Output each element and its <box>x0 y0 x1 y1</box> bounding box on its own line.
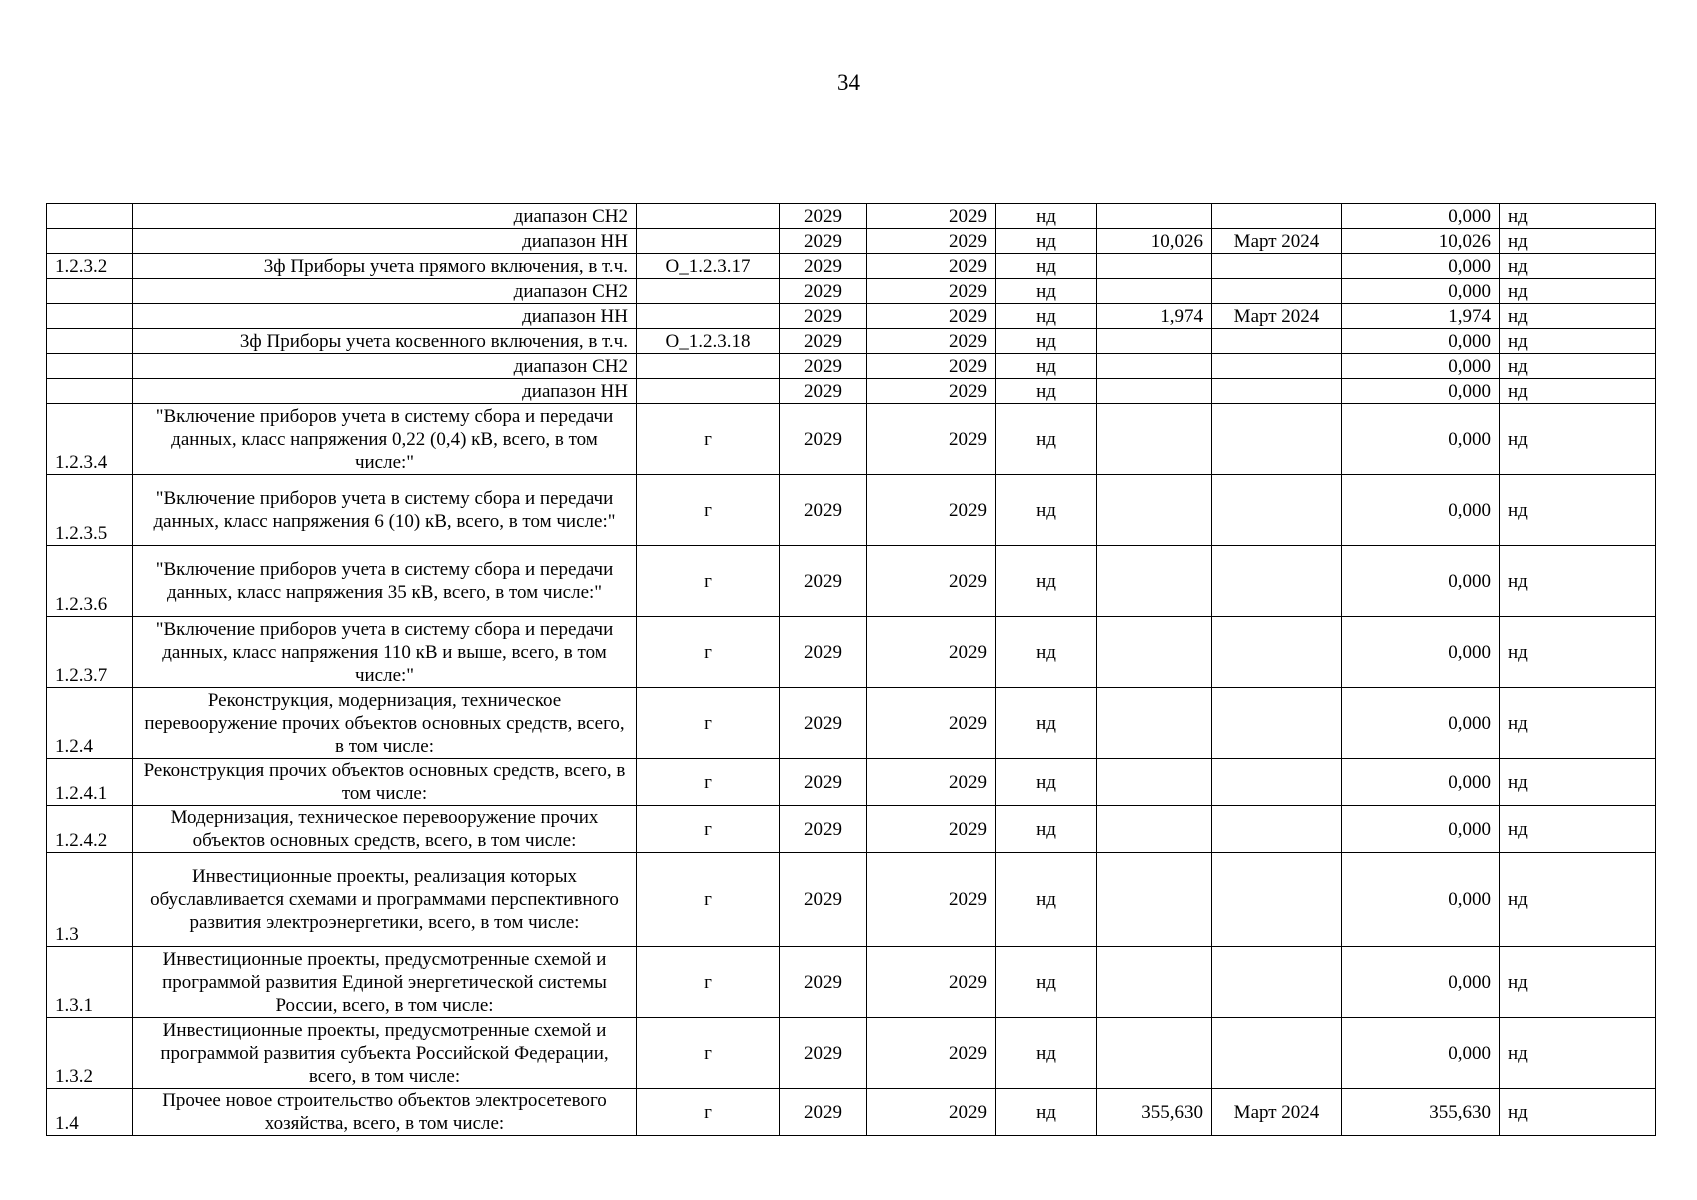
table-row <box>47 475 1656 546</box>
row-value-1 <box>1097 379 1212 404</box>
row-flag: нд <box>996 853 1097 947</box>
row-year-end: 2029 <box>867 1018 996 1089</box>
row-code <box>637 304 780 329</box>
row-year-start: 2029 <box>780 404 867 475</box>
row-year-end: 2029 <box>867 475 996 546</box>
row-year-end: 2029 <box>867 279 996 304</box>
row-flag-2: нд <box>1500 806 1656 853</box>
row-number: 1.2.3.4 <box>47 404 133 475</box>
row-year-end: 2029 <box>867 617 996 688</box>
row-value-2: 355,630 <box>1342 1089 1500 1136</box>
row-code: г <box>637 475 780 546</box>
row-value-1 <box>1097 404 1212 475</box>
row-name: Прочее новое строительство объектов электросетевого хозяйства, всего, в том числе: <box>133 1089 637 1136</box>
row-year-start: 2029 <box>780 279 867 304</box>
row-year-end: 2029 <box>867 806 996 853</box>
row-number <box>47 329 133 354</box>
row-value-2: 0,000 <box>1342 379 1500 404</box>
row-flag-2: нд <box>1500 279 1656 304</box>
row-date <box>1212 546 1342 617</box>
row-code: г <box>637 853 780 947</box>
table-row <box>47 204 1656 229</box>
row-value-2: 0,000 <box>1342 329 1500 354</box>
row-year-end: 2029 <box>867 947 996 1018</box>
row-value-2: 0,000 <box>1342 688 1500 759</box>
row-flag: нд <box>996 354 1097 379</box>
row-value-2: 0,000 <box>1342 204 1500 229</box>
row-flag: нд <box>996 329 1097 354</box>
row-year-end: 2029 <box>867 379 996 404</box>
row-code: г <box>637 1089 780 1136</box>
row-date <box>1212 204 1342 229</box>
row-date <box>1212 254 1342 279</box>
row-number: 1.2.3.7 <box>47 617 133 688</box>
row-name: Инвестиционные проекты, реализация которых обуславливается схемами и программами перспективного развития электроэнергетики, всего, в том числе: <box>133 853 637 947</box>
row-year-start: 2029 <box>780 947 867 1018</box>
row-year-start: 2029 <box>780 853 867 947</box>
row-date <box>1212 354 1342 379</box>
row-year-start: 2029 <box>780 806 867 853</box>
row-value-2: 0,000 <box>1342 404 1500 475</box>
row-code <box>637 279 780 304</box>
row-code: г <box>637 759 780 806</box>
row-name: диапазон СН2 <box>133 279 637 304</box>
row-value-2: 1,974 <box>1342 304 1500 329</box>
page-number: 34 <box>837 70 860 95</box>
row-flag-2: нд <box>1500 853 1656 947</box>
row-date: Март 2024 <box>1212 1089 1342 1136</box>
row-flag: нд <box>996 204 1097 229</box>
row-name: Реконструкция, модернизация, техническое перевооружение прочих объектов основных средств, всего, в том числе: <box>133 688 637 759</box>
row-date <box>1212 617 1342 688</box>
row-code: г <box>637 617 780 688</box>
row-flag: нд <box>996 229 1097 254</box>
row-year-start: 2029 <box>780 759 867 806</box>
table-row <box>47 404 1656 475</box>
row-value-1 <box>1097 1018 1212 1089</box>
row-name: "Включение приборов учета в систему сбора и передачи данных, класс напряжения 6 (10) кВ, всего, в том числе:" <box>133 475 637 546</box>
row-date <box>1212 947 1342 1018</box>
row-value-1 <box>1097 329 1212 354</box>
row-value-1: 355,630 <box>1097 1089 1212 1136</box>
row-name: диапазон НН <box>133 379 637 404</box>
row-flag-2: нд <box>1500 379 1656 404</box>
row-number: 1.2.4 <box>47 688 133 759</box>
row-name: Инвестиционные проекты, предусмотренные схемой и программой развития Единой энергетической системы России, всего, в том числе: <box>133 947 637 1018</box>
row-flag: нд <box>996 404 1097 475</box>
row-flag-2: нд <box>1500 759 1656 806</box>
row-year-start: 2029 <box>780 546 867 617</box>
row-value-2: 10,026 <box>1342 229 1500 254</box>
row-number: 1.2.4.2 <box>47 806 133 853</box>
row-value-2: 0,000 <box>1342 279 1500 304</box>
row-year-end: 2029 <box>867 354 996 379</box>
row-date <box>1212 688 1342 759</box>
row-value-1 <box>1097 475 1212 546</box>
row-number: 1.2.3.2 <box>47 254 133 279</box>
row-year-start: 2029 <box>780 1018 867 1089</box>
table-row <box>47 947 1656 1018</box>
row-flag-2: нд <box>1500 1089 1656 1136</box>
row-year-end: 2029 <box>867 304 996 329</box>
row-value-2: 0,000 <box>1342 617 1500 688</box>
row-number: 1.2.3.6 <box>47 546 133 617</box>
row-value-2: 0,000 <box>1342 806 1500 853</box>
row-date <box>1212 379 1342 404</box>
row-date <box>1212 853 1342 947</box>
row-year-start: 2029 <box>780 688 867 759</box>
row-flag: нд <box>996 546 1097 617</box>
row-year-start: 2029 <box>780 254 867 279</box>
row-flag-2: нд <box>1500 404 1656 475</box>
row-name: Инвестиционные проекты, предусмотренные схемой и программой развития субъекта Российской Федерации, всего, в том числе: <box>133 1018 637 1089</box>
row-flag: нд <box>996 1018 1097 1089</box>
table-row <box>47 254 1656 279</box>
row-value-1 <box>1097 204 1212 229</box>
row-number <box>47 379 133 404</box>
row-value-2: 0,000 <box>1342 1018 1500 1089</box>
row-flag: нд <box>996 688 1097 759</box>
row-date <box>1212 475 1342 546</box>
row-value-1: 1,974 <box>1097 304 1212 329</box>
row-name: Реконструкция прочих объектов основных средств, всего, в том числе: <box>133 759 637 806</box>
table-row <box>47 688 1656 759</box>
row-year-end: 2029 <box>867 1089 996 1136</box>
row-flag-2: нд <box>1500 204 1656 229</box>
row-flag-2: нд <box>1500 1018 1656 1089</box>
table-row <box>47 617 1656 688</box>
row-code <box>637 229 780 254</box>
row-name: "Включение приборов учета в систему сбора и передачи данных, класс напряжения 0,22 (0,4) кВ, всего, в том числе:" <box>133 404 637 475</box>
row-number: 1.3.2 <box>47 1018 133 1089</box>
row-year-end: 2029 <box>867 546 996 617</box>
row-number <box>47 204 133 229</box>
row-year-end: 2029 <box>867 688 996 759</box>
row-date <box>1212 279 1342 304</box>
row-name: диапазон НН <box>133 304 637 329</box>
row-name: диапазон СН2 <box>133 354 637 379</box>
row-value-1 <box>1097 617 1212 688</box>
row-date <box>1212 1018 1342 1089</box>
table-row <box>47 806 1656 853</box>
row-code <box>637 379 780 404</box>
row-value-1 <box>1097 254 1212 279</box>
row-year-start: 2029 <box>780 354 867 379</box>
row-code: г <box>637 806 780 853</box>
row-date <box>1212 404 1342 475</box>
row-year-end: 2029 <box>867 759 996 806</box>
row-date <box>1212 329 1342 354</box>
row-flag: нд <box>996 1089 1097 1136</box>
row-year-start: 2029 <box>780 1089 867 1136</box>
row-code: г <box>637 404 780 475</box>
row-flag-2: нд <box>1500 229 1656 254</box>
row-value-1 <box>1097 806 1212 853</box>
row-year-end: 2029 <box>867 329 996 354</box>
row-value-1 <box>1097 759 1212 806</box>
row-number <box>47 304 133 329</box>
row-flag: нд <box>996 279 1097 304</box>
row-number <box>47 229 133 254</box>
row-flag-2: нд <box>1500 546 1656 617</box>
row-flag-2: нд <box>1500 329 1656 354</box>
row-value-1 <box>1097 354 1212 379</box>
row-code <box>637 354 780 379</box>
table-row <box>47 853 1656 947</box>
table-row <box>47 329 1656 354</box>
row-year-start: 2029 <box>780 229 867 254</box>
row-year-start: 2029 <box>780 475 867 546</box>
row-year-end: 2029 <box>867 404 996 475</box>
row-flag: нд <box>996 947 1097 1018</box>
row-number <box>47 354 133 379</box>
table-row <box>47 279 1656 304</box>
row-code: О_1.2.3.17 <box>637 254 780 279</box>
row-date: Март 2024 <box>1212 304 1342 329</box>
row-flag: нд <box>996 806 1097 853</box>
row-date <box>1212 759 1342 806</box>
row-number: 1.3 <box>47 853 133 947</box>
row-flag-2: нд <box>1500 254 1656 279</box>
row-value-2: 0,000 <box>1342 853 1500 947</box>
table-row <box>47 546 1656 617</box>
row-name: 3ф Приборы учета прямого включения, в т.ч. <box>133 254 637 279</box>
row-value-1: 10,026 <box>1097 229 1212 254</box>
row-number: 1.3.1 <box>47 947 133 1018</box>
table-row <box>47 304 1656 329</box>
row-value-2: 0,000 <box>1342 475 1500 546</box>
row-flag-2: нд <box>1500 475 1656 546</box>
row-year-start: 2029 <box>780 204 867 229</box>
table-row <box>47 1089 1656 1136</box>
row-flag: нд <box>996 617 1097 688</box>
row-code: г <box>637 1018 780 1089</box>
row-value-2: 0,000 <box>1342 354 1500 379</box>
row-code <box>637 204 780 229</box>
row-year-end: 2029 <box>867 853 996 947</box>
row-value-2: 0,000 <box>1342 759 1500 806</box>
row-code: г <box>637 688 780 759</box>
row-name: 3ф Приборы учета косвенного включения, в т.ч. <box>133 329 637 354</box>
table-row <box>47 229 1656 254</box>
row-name: диапазон НН <box>133 229 637 254</box>
table-row <box>47 379 1656 404</box>
row-value-2: 0,000 <box>1342 254 1500 279</box>
row-name: "Включение приборов учета в систему сбора и передачи данных, класс напряжения 35 кВ, всего, в том числе:" <box>133 546 637 617</box>
row-code: г <box>637 947 780 1018</box>
row-number: 1.4 <box>47 1089 133 1136</box>
row-date: Март 2024 <box>1212 229 1342 254</box>
row-flag: нд <box>996 254 1097 279</box>
row-value-2: 0,000 <box>1342 947 1500 1018</box>
row-date <box>1212 806 1342 853</box>
row-number: 1.2.3.5 <box>47 475 133 546</box>
row-flag-2: нд <box>1500 354 1656 379</box>
row-value-1 <box>1097 853 1212 947</box>
investment-table <box>46 203 1656 1136</box>
row-year-end: 2029 <box>867 254 996 279</box>
row-year-end: 2029 <box>867 229 996 254</box>
row-value-1 <box>1097 279 1212 304</box>
row-name: Модернизация, техническое перевооружение прочих объектов основных средств, всего, в том числе: <box>133 806 637 853</box>
row-flag: нд <box>996 475 1097 546</box>
row-flag: нд <box>996 759 1097 806</box>
row-flag-2: нд <box>1500 617 1656 688</box>
row-flag-2: нд <box>1500 688 1656 759</box>
row-name: диапазон СН2 <box>133 204 637 229</box>
row-value-1 <box>1097 947 1212 1018</box>
row-value-1 <box>1097 688 1212 759</box>
row-value-1 <box>1097 546 1212 617</box>
row-year-start: 2029 <box>780 617 867 688</box>
row-code: г <box>637 546 780 617</box>
row-flag-2: нд <box>1500 947 1656 1018</box>
row-year-start: 2029 <box>780 379 867 404</box>
table-row <box>47 1018 1656 1089</box>
table-row <box>47 354 1656 379</box>
row-value-2: 0,000 <box>1342 546 1500 617</box>
row-flag: нд <box>996 304 1097 329</box>
row-year-start: 2029 <box>780 329 867 354</box>
row-flag: нд <box>996 379 1097 404</box>
row-number <box>47 279 133 304</box>
row-year-end: 2029 <box>867 204 996 229</box>
row-code: О_1.2.3.18 <box>637 329 780 354</box>
row-name: "Включение приборов учета в систему сбора и передачи данных, класс напряжения 110 кВ и выше, всего, в том числе:" <box>133 617 637 688</box>
row-year-start: 2029 <box>780 304 867 329</box>
row-number: 1.2.4.1 <box>47 759 133 806</box>
table-row <box>47 759 1656 806</box>
row-flag-2: нд <box>1500 304 1656 329</box>
